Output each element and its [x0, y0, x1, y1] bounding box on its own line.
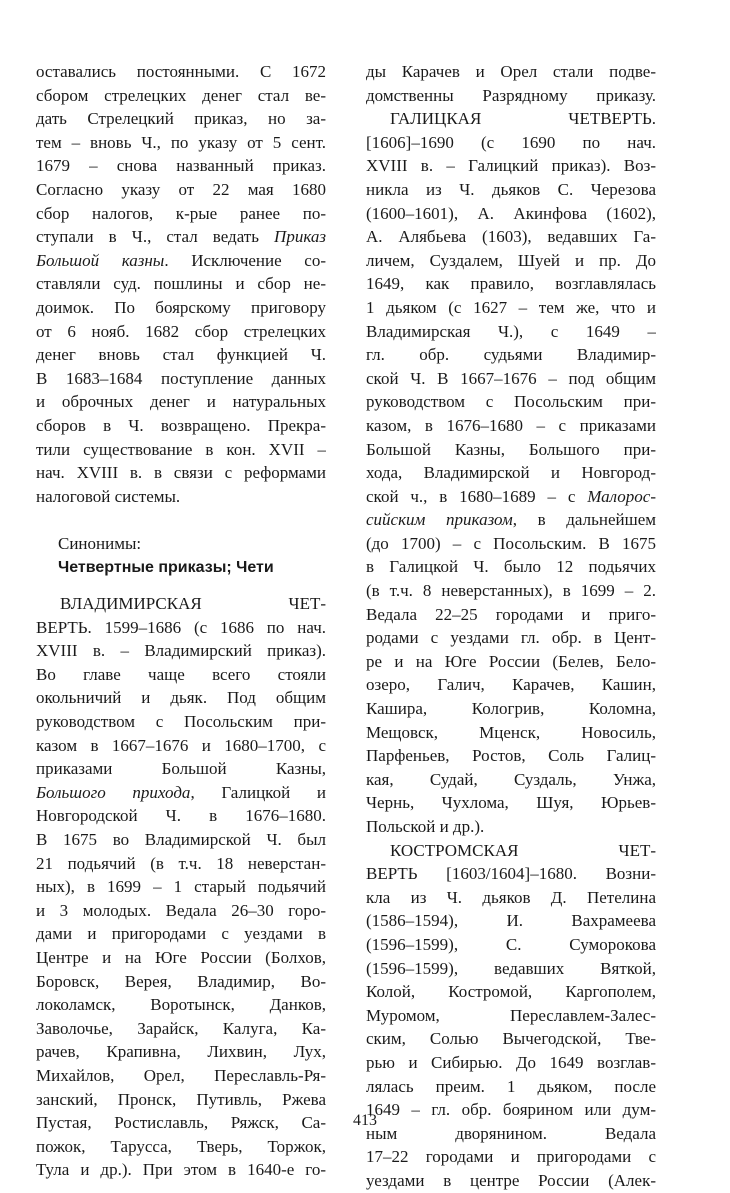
text-line	[366, 508, 656, 532]
text-run: ской Ч. В 1667–1676 – под общим	[366, 368, 656, 388]
text-line	[36, 946, 326, 970]
text-line	[36, 899, 326, 923]
text-run: кла из Ч. дьяков Д. Петелина	[366, 887, 656, 907]
italic-run: сийским приказом	[366, 510, 513, 530]
text-line	[366, 60, 656, 84]
text-line	[366, 650, 656, 674]
text-run: Пустая, Ростиславль, Ряжск, Са-	[36, 1113, 326, 1133]
text-line	[366, 390, 656, 414]
text-line	[36, 154, 326, 178]
text-run: Муромом, Переславлем-Залес-	[366, 1005, 656, 1025]
text-line	[36, 438, 326, 462]
text-line	[366, 886, 656, 910]
text-run: ставляли суд. пошлины и сбор не-	[36, 274, 326, 294]
text-run: ных), в 1699 – 1 старый подьячий	[36, 877, 326, 897]
text-run: ВЕРТЬ. 1599–1686 (с 1686 по нач.	[36, 617, 326, 637]
text-line	[36, 804, 326, 828]
text-line	[36, 320, 326, 344]
text-line	[36, 639, 326, 663]
text-run: Парфеньев, Ростов, Соль Галиц-	[366, 746, 656, 766]
text-line	[366, 673, 656, 697]
text-line	[366, 84, 656, 108]
italic-run: Большого прихода	[36, 782, 191, 802]
text-run: от 6 нояб. 1682 сбор стрелецких	[36, 321, 326, 341]
text-run: хода, Владимирской и Новгород-	[366, 463, 656, 483]
text-line	[36, 710, 326, 734]
text-line	[366, 107, 656, 131]
text-line	[366, 980, 656, 1004]
text-run: ным дворянином. Ведала	[366, 1123, 656, 1143]
text-line	[366, 815, 656, 839]
text-run: Михайлов, Орел, Переславль-Ря-	[36, 1065, 326, 1085]
text-line	[36, 131, 326, 155]
text-run: 1679 – снова названный приказ.	[36, 156, 326, 176]
text-run: пожок, Тарусса, Тверь, Торжок,	[36, 1136, 326, 1156]
text-line	[36, 1017, 326, 1041]
text-run: ской ч., в 1680–1689 – с	[366, 486, 576, 506]
text-line	[36, 414, 326, 438]
text-run: Мещовск, Мценск, Новосиль,	[366, 722, 656, 742]
text-line	[366, 768, 656, 792]
text-line	[366, 438, 656, 462]
text-line	[36, 1135, 326, 1159]
text-line	[36, 555, 326, 580]
text-run: ВЕРТЬ [1603/1604]–1680. Возни-	[366, 864, 656, 884]
text-line	[366, 532, 656, 556]
text-line	[36, 734, 326, 758]
text-line	[366, 225, 656, 249]
text-run: доимок. По боярскому приговору	[36, 297, 326, 317]
text-line	[366, 1169, 656, 1193]
text-line	[366, 909, 656, 933]
text-run: руководством с Посольским при-	[366, 392, 656, 412]
text-line	[36, 686, 326, 710]
text-line	[36, 296, 326, 320]
text-run: Польской и др.).	[366, 817, 485, 836]
text-run: ВЛАДИМИРСКАЯ ЧЕТ-	[60, 594, 326, 614]
text-run: ГАЛИЦКАЯ ЧЕТВЕРТЬ.	[390, 109, 656, 129]
text-run: Согласно указу от 22 мая 1680	[36, 179, 326, 199]
text-run: Большой Казны, Большого при-	[366, 439, 656, 459]
text-run: Боровск, Верея, Владимир, Во-	[36, 971, 326, 991]
text-run: денег вновь стал функцией Ч.	[36, 345, 326, 365]
text-run: рью и Сибирью. До 1649 возглав-	[366, 1052, 656, 1072]
text-run: . Исключение со-	[164, 250, 326, 270]
bold-run: Четвертные приказы; Чети	[58, 559, 274, 577]
text-line	[366, 862, 656, 886]
text-run: 21 подьячий (в т.ч. 18 неверстан-	[36, 853, 326, 873]
text-run: занский, Пронск, Путивль, Ржева	[36, 1089, 326, 1109]
text-run: ре и на Юге России (Белев, Бело-	[366, 651, 656, 671]
text-run: и 3 молодых. Ведала 26–30 горо-	[36, 900, 326, 920]
text-run: локоламск, Воротынск, Данков,	[36, 995, 326, 1015]
text-line	[366, 249, 656, 273]
text-line	[36, 249, 326, 273]
text-run: Синонимы:	[58, 533, 142, 553]
text-line	[366, 272, 656, 296]
text-line	[366, 744, 656, 768]
text-run: , Галицкой и	[190, 782, 326, 802]
text-line	[366, 367, 656, 391]
italic-run: Большой казны	[36, 250, 165, 270]
text-run: ским, Солью Вычегодской, Тве-	[366, 1029, 656, 1049]
text-run: казом, в 1676–1680 – с приказами	[366, 415, 656, 435]
text-line	[36, 592, 326, 616]
text-line	[36, 272, 326, 296]
text-line	[366, 202, 656, 226]
text-run: озеро, Галич, Карачев, Кашин,	[366, 675, 656, 695]
text-line	[366, 414, 656, 438]
text-run: Новгородской Ч. в 1676–1680.	[36, 806, 326, 826]
text-run: [1606]–1690 (с 1690 по нач.	[366, 132, 656, 152]
text-run: Кашира, Кологрив, Коломна,	[366, 699, 656, 719]
text-line	[36, 532, 326, 556]
text-line	[36, 485, 326, 509]
text-line	[366, 579, 656, 603]
text-line	[36, 1040, 326, 1064]
text-line	[36, 922, 326, 946]
text-run: личем, Суздалем, Шуей и пр. До	[366, 250, 656, 270]
text-run: Владимирская Ч.), с 1649 –	[366, 321, 656, 341]
text-run: Во главе чаще всего стояли	[36, 664, 326, 684]
text-line	[36, 390, 326, 414]
text-run: (1596–1599), С. Суморокова	[366, 934, 656, 954]
text-line	[36, 1088, 326, 1112]
text-line	[366, 839, 656, 863]
text-run: КОСТРОМСКАЯ ЧЕТ-	[390, 840, 656, 860]
text-run: (в т.ч. 8 неверстанных), в 1699 – 2.	[366, 581, 656, 601]
text-line	[366, 1027, 656, 1051]
text-run: дать Стрелецкий приказ, но за-	[36, 109, 326, 129]
text-run: приказами Большой Казны,	[36, 759, 326, 779]
text-run: окольничий и дьяк. Под общим	[36, 688, 326, 708]
text-line	[36, 757, 326, 781]
text-line	[36, 970, 326, 994]
text-run: рачев, Крапивна, Лихвин, Лух,	[36, 1042, 326, 1062]
text-line	[36, 1158, 326, 1182]
text-run: ступали в Ч., стал ведать	[36, 227, 259, 247]
text-line	[366, 154, 656, 178]
text-line	[366, 1145, 656, 1169]
text-run: руководством с Посольским при-	[36, 712, 326, 732]
text-line	[36, 202, 326, 226]
text-run: сборов в Ч. возвращено. Прекра-	[36, 415, 326, 435]
text-line	[366, 603, 656, 627]
text-run: А. Алябьева (1603), ведавших Га-	[366, 227, 656, 247]
text-run: , в дальнейшем	[512, 510, 656, 530]
text-run: тили существование в кон. XVII –	[36, 439, 326, 459]
text-run: ды Карачев и Орел стали подве-	[366, 62, 656, 81]
text-line	[366, 296, 656, 320]
text-run: кая, Судай, Суздаль, Унжа,	[366, 769, 656, 789]
text-line	[366, 957, 656, 981]
text-line	[366, 933, 656, 957]
text-run: XVIII в. – Владимирский приказ).	[36, 641, 326, 661]
text-line	[36, 178, 326, 202]
text-run: сбором стрелецких денег стал ве-	[36, 85, 326, 105]
page-number: 413	[353, 1112, 377, 1129]
text-run: 1 дьяком (с 1627 – тем же, что и	[366, 297, 656, 317]
text-run: (1586–1594), И. Вахрамеева	[366, 911, 656, 931]
text-line	[366, 697, 656, 721]
text-line	[36, 60, 326, 84]
text-run: (1600–1601), А. Акинфова (1602),	[366, 203, 656, 223]
left-column	[36, 60, 326, 1182]
text-line	[36, 84, 326, 108]
text-run: тем – вновь Ч., по указу от 5 сент.	[36, 132, 326, 152]
text-line	[366, 131, 656, 155]
text-line	[366, 1004, 656, 1028]
text-run: нач. XVIII в. в связи с реформами	[36, 463, 326, 483]
text-line	[36, 367, 326, 391]
right-column	[366, 60, 656, 1193]
text-run: Центре и на Юге России (Болхов,	[36, 947, 326, 967]
text-run: Ведала 22–25 городами и приго-	[366, 604, 656, 624]
text-run: дами и пригородами с уездами в	[36, 924, 326, 944]
text-run: Чернь, Чухлома, Шуя, Юрьев-	[366, 793, 656, 813]
text-line	[36, 828, 326, 852]
text-run: В 1683–1684 поступление данных	[36, 368, 326, 388]
text-line	[366, 178, 656, 202]
text-line	[366, 791, 656, 815]
text-run: налоговой системы.	[36, 486, 181, 506]
text-line	[366, 320, 656, 344]
text-line	[366, 461, 656, 485]
text-line	[366, 1075, 656, 1099]
text-line	[366, 626, 656, 650]
text-run: лялась преим. 1 дьяком, после	[366, 1076, 656, 1096]
text-line	[36, 343, 326, 367]
text-run: в Галицкой Ч. было 12 подьячих	[366, 557, 656, 577]
text-run: XVIII в. – Галицкий приказ). Воз-	[366, 156, 656, 176]
text-run: Заволочье, Зарайск, Калуга, Ка-	[36, 1018, 326, 1038]
text-run: казом в 1667–1676 и 1680–1700, с	[36, 735, 326, 755]
text-run: домственны Разрядному приказу.	[366, 85, 656, 105]
text-run: (до 1700) – с Посольским. В 1675	[366, 533, 656, 553]
text-line	[366, 485, 656, 509]
text-line	[36, 993, 326, 1017]
italic-run: Приказ	[274, 227, 326, 247]
text-line	[36, 1064, 326, 1088]
text-run: сбор налогов, к-рые ранее по-	[36, 203, 326, 223]
text-run: никла из Ч. дьяков С. Черезова	[366, 179, 656, 199]
text-line	[366, 721, 656, 745]
text-run: оставались постоянными. С 1672	[36, 62, 326, 81]
text-line	[366, 343, 656, 367]
text-run: 1649, как правило, возглавлялась	[366, 274, 656, 294]
text-run: 17–22 городами и пригородами с	[366, 1147, 656, 1167]
text-run: и оброчных денег и натуральных	[36, 392, 326, 412]
italic-run: Малорос-	[587, 486, 656, 506]
text-line	[36, 461, 326, 485]
text-line	[36, 781, 326, 805]
text-line	[36, 663, 326, 687]
text-run: Тула и др.). При этом в 1640-е го-	[36, 1160, 326, 1180]
text-run: В 1675 во Владимирской Ч. был	[36, 830, 326, 849]
text-run: 1649 – гл. обр. боярином или дум-	[366, 1100, 656, 1120]
text-line	[366, 1051, 656, 1075]
paragraph-gap	[36, 508, 326, 532]
text-line	[36, 225, 326, 249]
text-run: уездами в центре России (Алек-	[366, 1170, 656, 1190]
text-run: гл. обр. судьями Владимир-	[366, 345, 656, 365]
text-line	[36, 852, 326, 876]
text-run: родами с уездами гл. обр. в Цент-	[366, 628, 656, 648]
text-line	[36, 875, 326, 899]
paragraph-gap	[36, 580, 326, 592]
text-run: (1596–1599), ведавших Вяткой,	[366, 958, 656, 978]
text-run: Колой, Костромой, Каргополем,	[366, 982, 656, 1002]
text-line	[366, 555, 656, 579]
text-line	[36, 616, 326, 640]
text-line	[36, 107, 326, 131]
